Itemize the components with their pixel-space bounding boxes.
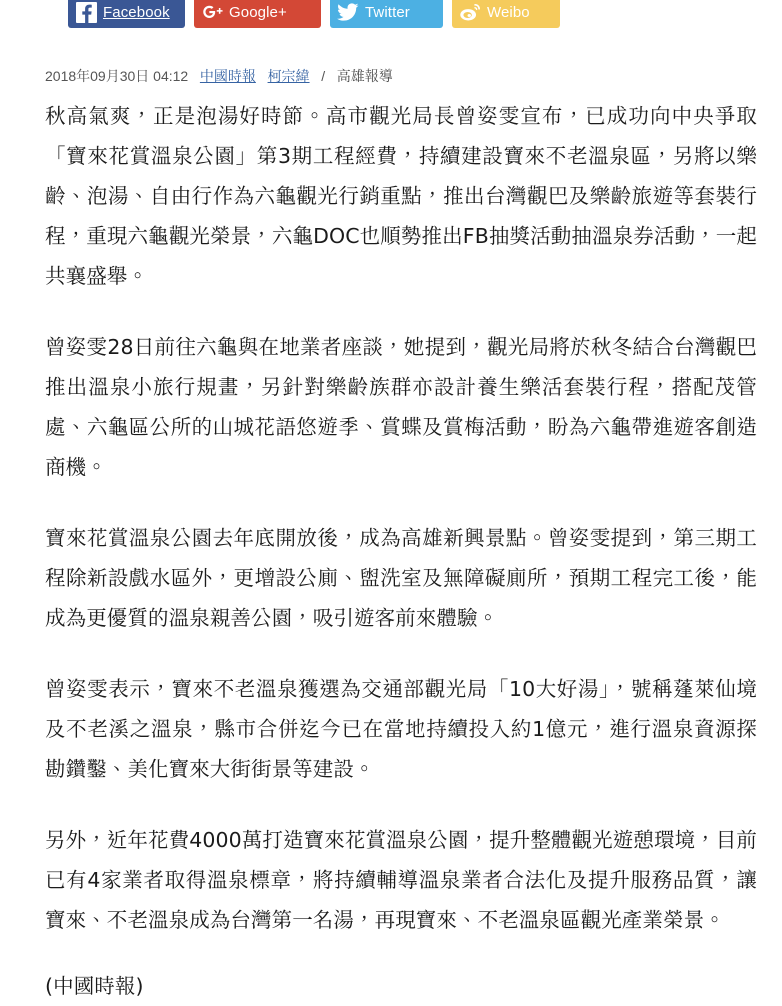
twitter-bird-icon [337,1,359,23]
share-button-twitter[interactable] [330,0,443,28]
byline-location: 高雄報導 [336,68,393,84]
byline-separator: / [321,68,326,84]
social-share-bar [68,0,560,28]
article-source-note: (中國時報) [45,974,144,998]
share-button-facebook[interactable] [68,0,185,28]
google-plus-icon [201,1,223,23]
byline-author-link[interactable]: 柯宗緯 [267,68,310,84]
share-button-label: Facebook [103,3,170,21]
weibo-icon [459,1,481,23]
share-button-label: Weibo [487,3,530,21]
article-paragraph: 寶來花賞溫泉公園去年底開放後，成為高雄新興景點。曾姿雯提到，第三期工程除新設戲水區外，更增設公廁、盥洗室及無障礙廁所，預期工程完工後，能成為更優質的溫泉親善公園，吸引遊客前來體驗。 [45,526,757,630]
share-button-label: Twitter [365,3,410,21]
share-button-weibo[interactable] [452,0,560,28]
byline-datetime: 2018年09月30日 04:12 [45,68,189,84]
article-paragraph: 曾姿雯表示，寶來不老溫泉獲選為交通部觀光局「10大好湯」，號稱蓬萊仙境及不老溪之溫泉，縣市合併迄今已在當地持續投入約1億元，進行溫泉資源探勘鑽鑿、美化寶來大街街景等建設。 [45,677,757,781]
share-button-label: Google+ [229,3,287,21]
share-button-google-plus[interactable] [194,0,321,28]
article-paragraph: 秋高氣爽，正是泡湯好時節。高市觀光局長曾姿雯宣布，已成功向中央爭取「寶來花賞溫泉公園」第3期工程經費，持續建設寶來不老溫泉區，另將以樂齡、泡湯、自由行作為六龜觀光行銷重點，推出台灣觀巴及樂齡旅遊等套裝行程，重現六龜觀光榮景，六龜DOC也順勢推出FB抽獎活動抽溫泉券活動，一起共襄盛舉。 [45,104,757,288]
article-paragraph: 曾姿雯28日前往六龜與在地業者座談，她提到，觀光局將於秋冬結合台灣觀巴推出溫泉小旅行規畫，另針對樂齡族群亦設計養生樂活套裝行程，搭配茂管處、六龜區公所的山城花語悠遊季、賞蝶及賞梅活動，盼為六龜帶進遊客創造商機。 [45,335,757,479]
article-paragraph: 另外，近年花費4000萬打造寶來花賞溫泉公園，提升整體觀光遊憩環境，目前已有4家業者取得溫泉標章，將持續輔導溫泉業者合法化及提升服務品質，讓寶來、不老溫泉成為台灣第一名湯，再現寶來、不老溫泉區觀光產業榮景。 [45,828,757,932]
byline [45,66,393,86]
article-body [45,96,757,1006]
facebook-icon [75,1,97,23]
byline-publication-link[interactable]: 中國時報 [199,68,256,84]
